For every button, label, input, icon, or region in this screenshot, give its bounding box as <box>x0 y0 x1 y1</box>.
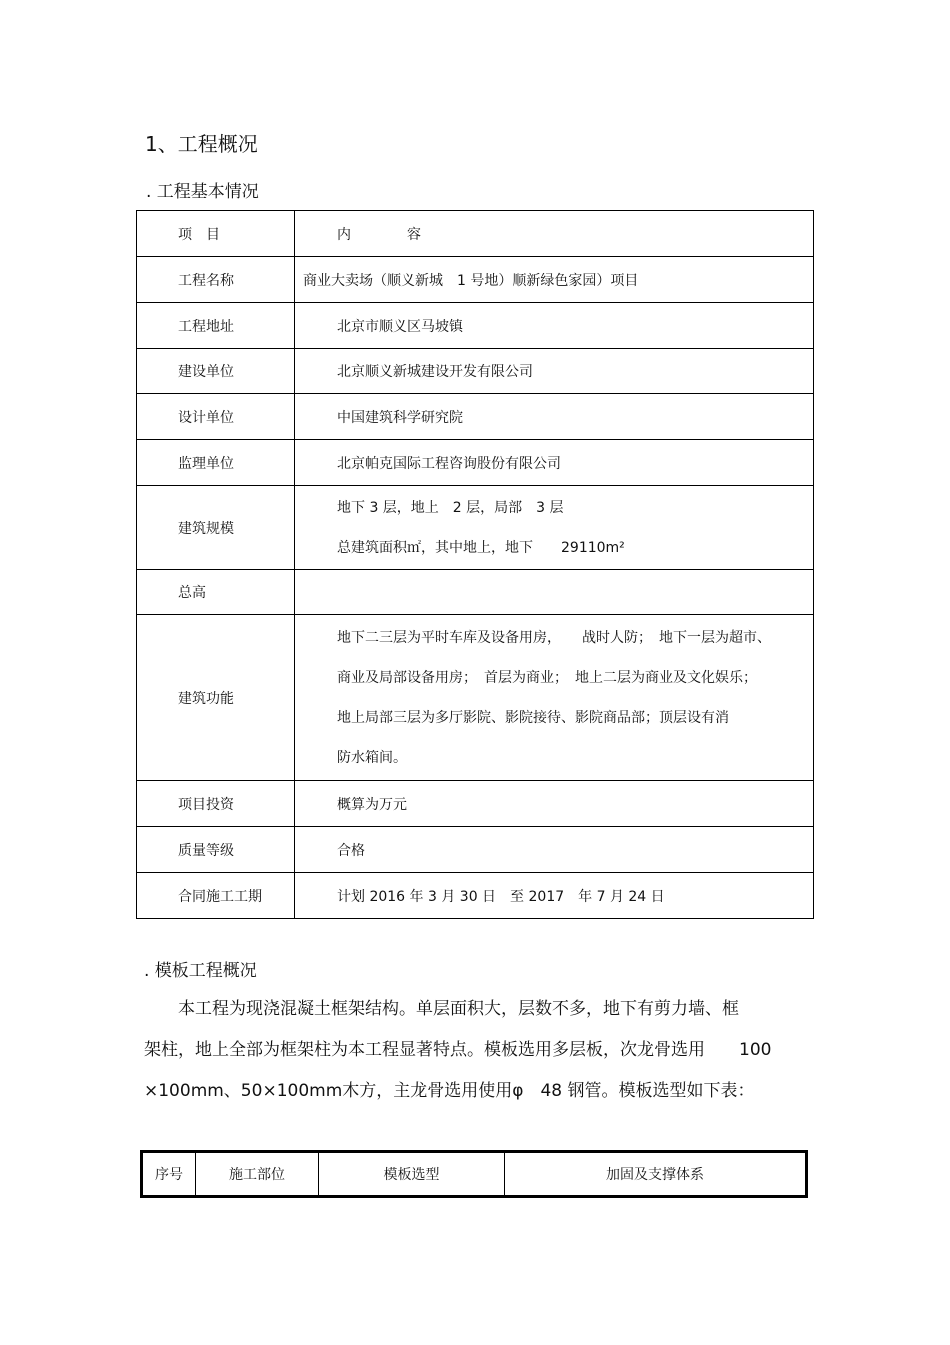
row-key: 项目投资 <box>137 781 295 827</box>
row-value: 商业大卖场（顺义新城 1 号地）顺新绿色家园）项目 <box>295 257 814 303</box>
table-row <box>137 303 814 349</box>
paragraph-line: 本工程为现浇混凝土框架结构。单层面积大，层数不多，地下有剪力墙、框 <box>144 999 739 1019</box>
row-key: 合同施工工期 <box>137 873 295 919</box>
value-line: 防水箱间。 <box>337 749 407 766</box>
header-value: 内 容 <box>295 211 814 257</box>
row-key: 质量等级 <box>137 827 295 873</box>
table-header-row <box>142 1152 807 1197</box>
table-row <box>137 349 814 394</box>
table-row <box>137 827 814 873</box>
value-line: 地下 3 层，地上 2 层，局部 3 层 <box>337 499 564 516</box>
row-key: 总高 <box>137 570 295 615</box>
subsection-title-basic: . 工程基本情况 <box>146 182 259 202</box>
header-key: 项 目 <box>137 211 295 257</box>
value-line: 总建筑面积㎡，其中地上，地下 29110m² <box>337 539 625 556</box>
section-title: 1、工程概况 <box>145 132 258 156</box>
table-row <box>137 257 814 303</box>
row-value: 合格 <box>295 827 814 873</box>
row-value <box>295 615 814 781</box>
table-row <box>137 873 814 919</box>
table-row <box>137 394 814 440</box>
row-value <box>295 570 814 615</box>
row-key: 建筑规模 <box>137 486 295 570</box>
row-value: 计划 2016 年 3 月 30 日 至 2017 年 7 月 24 日 <box>295 873 814 919</box>
project-info-table <box>136 210 814 919</box>
row-key: 监理单位 <box>137 440 295 486</box>
header-cell-index: 序号 <box>142 1152 196 1197</box>
formwork-selection-table <box>140 1150 808 1198</box>
row-key: 建设单位 <box>137 349 295 394</box>
row-value: 概算为万元 <box>295 781 814 827</box>
row-value: 北京市顺义区马坡镇 <box>295 303 814 349</box>
table-row <box>137 781 814 827</box>
table-header-row <box>137 211 814 257</box>
header-cell-formwork: 模板选型 <box>319 1152 505 1197</box>
row-value: 中国建筑科学研究院 <box>295 394 814 440</box>
header-cell-location: 施工部位 <box>196 1152 319 1197</box>
subsection-title-formwork: . 模板工程概况 <box>144 961 257 981</box>
row-value: 北京帕克国际工程咨询股份有限公司 <box>295 440 814 486</box>
table-row <box>137 615 814 781</box>
value-line: 商业及局部设备用房； 首层为商业； 地上二层为商业及文化娱乐； <box>337 669 757 686</box>
row-key: 工程名称 <box>137 257 295 303</box>
row-key: 设计单位 <box>137 394 295 440</box>
row-key: 工程地址 <box>137 303 295 349</box>
header-cell-support: 加固及支撑体系 <box>505 1152 807 1197</box>
table-row <box>137 486 814 570</box>
value-line: 地上局部三层为多厅影院、影院接待、影院商品部；顶层设有消 <box>337 709 729 726</box>
row-value <box>295 486 814 570</box>
paragraph-line: 架柱，地上全部为框架柱为本工程显著特点。模板选用多层板，次龙骨选用 100 <box>144 1040 772 1060</box>
row-key: 建筑功能 <box>137 615 295 781</box>
formwork-paragraph <box>144 989 814 1112</box>
value-line: 地下二三层为平时车库及设备用房， 战时人防； 地下一层为超市、 <box>337 629 771 646</box>
table-row <box>137 440 814 486</box>
table-row <box>137 570 814 615</box>
row-value: 北京顺义新城建设开发有限公司 <box>295 349 814 394</box>
paragraph-line: ×100mm、50×100mm木方，主龙骨选用使用φ 48 钢管。模板选型如下表： <box>144 1081 755 1101</box>
